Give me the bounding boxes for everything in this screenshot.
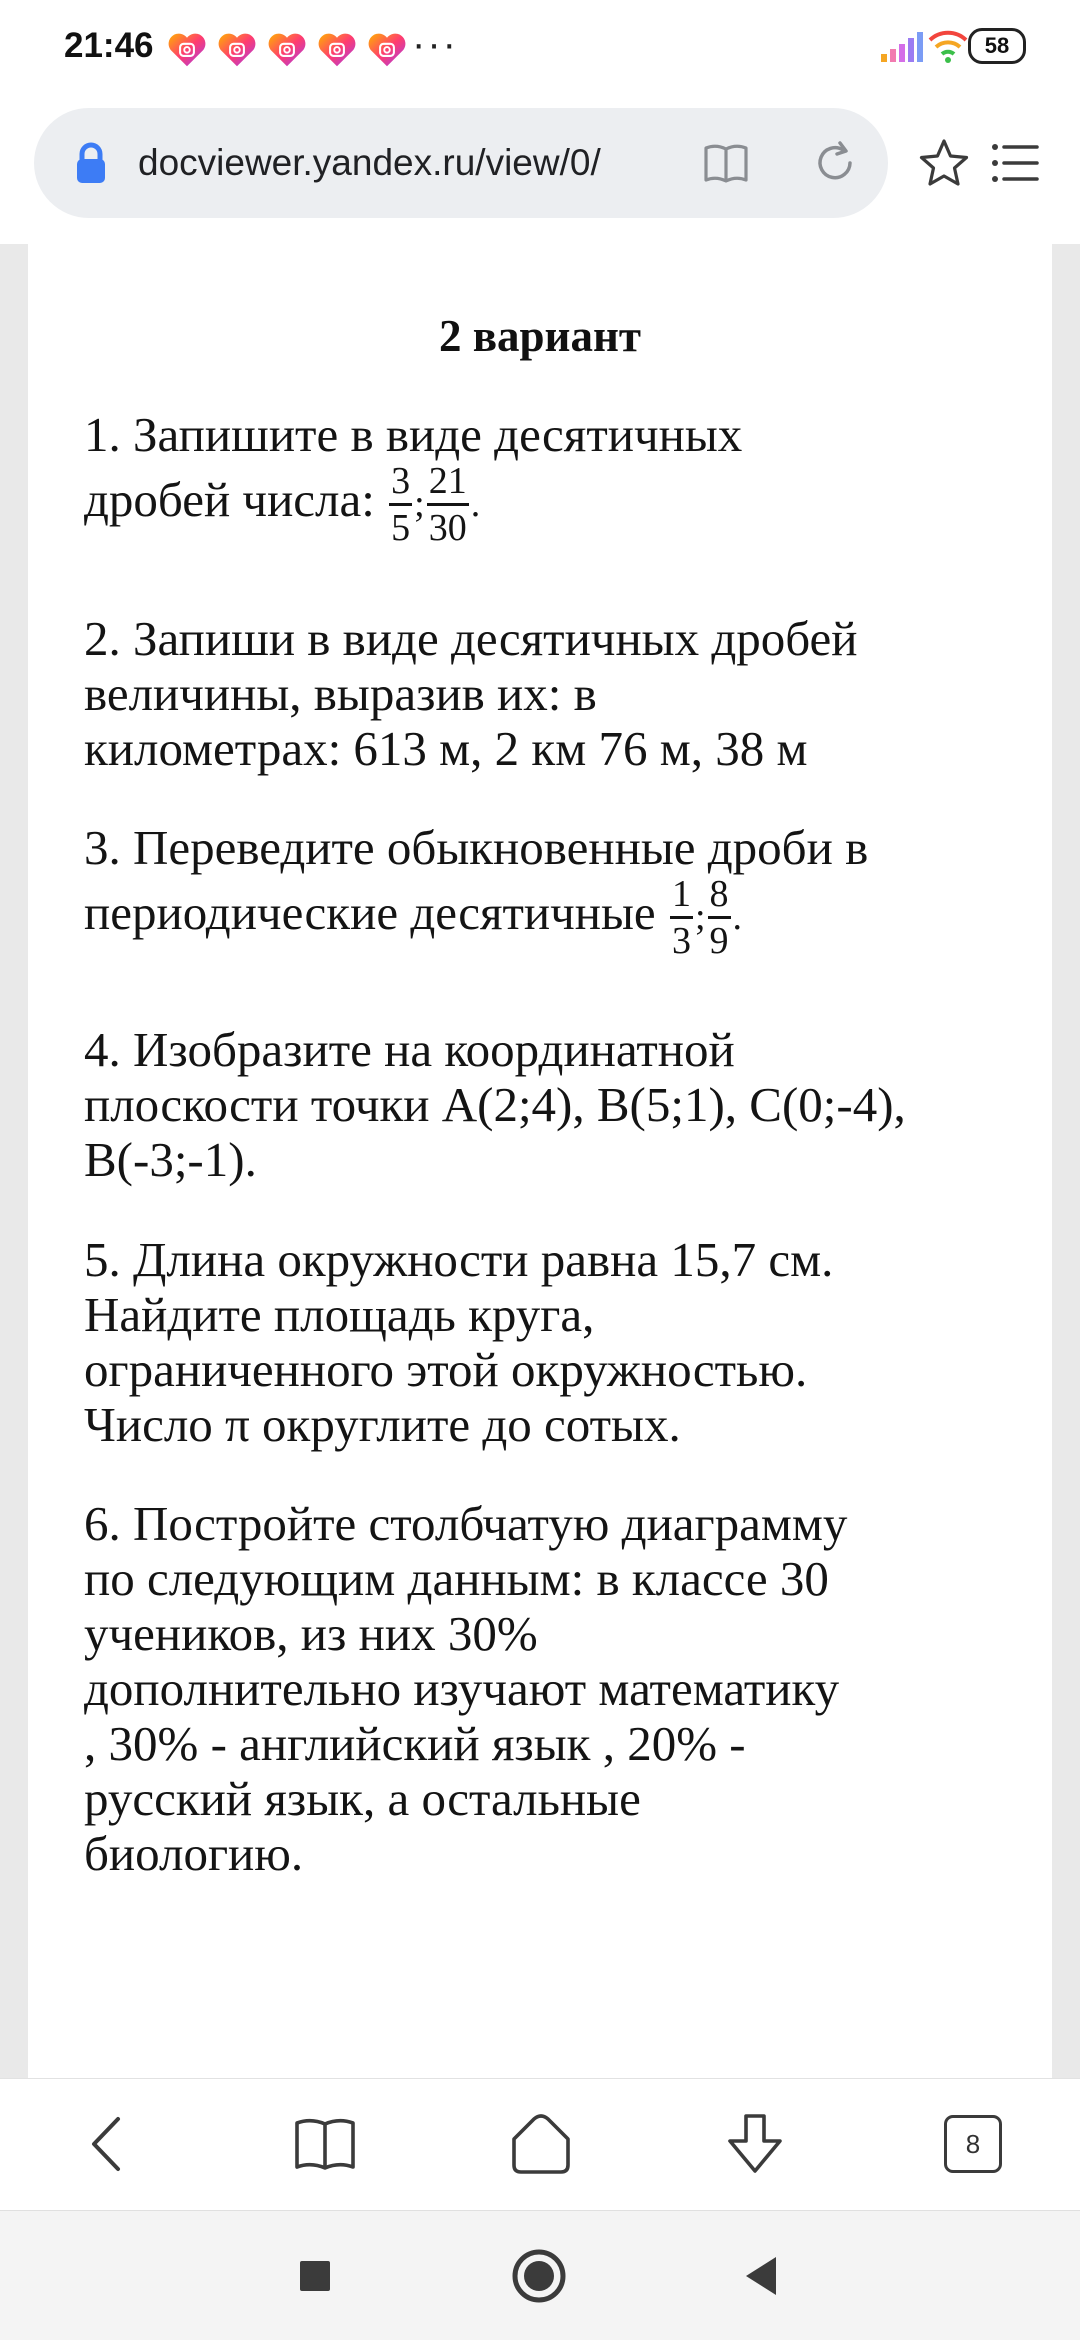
fraction — [389, 462, 412, 547]
task-3 — [84, 820, 1024, 960]
instagram-icon — [366, 30, 408, 68]
url-text[interactable]: docviewer.yandex.ru/view/0/ — [138, 142, 601, 183]
more-notifications-icon: ··· — [412, 22, 458, 66]
fraction-denominator: 5 — [391, 507, 411, 549]
back-arrow-icon[interactable] — [74, 2111, 140, 2177]
instagram-icon — [266, 30, 308, 68]
home-circle-icon[interactable] — [510, 2247, 568, 2305]
fraction-denominator: 9 — [709, 920, 729, 962]
status-time: 21:46 — [64, 26, 154, 65]
fraction — [427, 462, 469, 547]
book-icon[interactable] — [292, 2111, 358, 2177]
fraction-denominator: 3 — [671, 920, 691, 962]
notification-icons — [166, 30, 408, 68]
task-text: дробей числа: — [84, 471, 375, 527]
task-line — [84, 875, 1024, 960]
menu-icon[interactable] — [990, 140, 1040, 186]
back-triangle-icon[interactable] — [734, 2247, 792, 2305]
task-line: Число π округлите до сотых. — [84, 1397, 681, 1452]
task-4 — [84, 1022, 1024, 1187]
lock-icon — [74, 142, 108, 184]
task-line: , 30% - английский язык , 20% - — [84, 1716, 746, 1771]
battery-indicator — [968, 28, 1026, 64]
task-line: 4. Изобразите на координатной — [84, 1022, 735, 1077]
task-line — [84, 462, 1024, 547]
task-line: дополнительно изучают математику — [84, 1661, 840, 1716]
fraction-numerator: 1 — [670, 875, 693, 919]
task-line: В(-3;-1). — [84, 1132, 257, 1187]
fraction-numerator: 21 — [427, 462, 469, 506]
task-text: периодические десятичные — [84, 884, 656, 940]
task-line: русский язык, а остальные — [84, 1771, 641, 1826]
task-line: 3. Переведите обыкновенные дроби в — [84, 820, 869, 875]
reload-icon[interactable] — [812, 140, 858, 186]
fraction-numerator: 3 — [389, 462, 412, 506]
battery-level: 58 — [984, 33, 1010, 58]
browser-toolbar — [0, 2078, 1080, 2210]
address-bar[interactable] — [34, 108, 888, 218]
download-icon[interactable] — [722, 2111, 788, 2177]
tabs-icon[interactable]: 8 — [944, 2115, 1002, 2173]
instagram-icon — [166, 30, 208, 68]
wifi-icon — [928, 28, 968, 64]
reader-mode-icon[interactable] — [702, 140, 750, 186]
task-line: 5. Длина окружности равна 15,7 см. — [84, 1232, 834, 1287]
recents-square-icon[interactable] — [286, 2247, 344, 2305]
fraction-denominator: 30 — [428, 507, 467, 549]
home-icon[interactable] — [508, 2111, 574, 2177]
task-line: 6. Постройте столбчатую диаграмму — [84, 1496, 848, 1551]
task-line: по следующим данным: в классе 30 — [84, 1551, 829, 1606]
system-nav-bar — [0, 2210, 1080, 2340]
task-line: ограниченного этой окружностью. — [84, 1342, 808, 1397]
task-2 — [84, 611, 1024, 776]
bookmark-star-icon[interactable] — [918, 138, 970, 188]
task-line: учеников, из них 30% — [84, 1606, 538, 1661]
task-line: 1. Запишите в виде десятичных — [84, 407, 743, 462]
instagram-icon — [216, 30, 258, 68]
task-5 — [84, 1232, 1024, 1452]
task-line: Найдите площадь круга, — [84, 1287, 595, 1342]
task-line: плоскости точки А(2;4), В(5;1), С(0;-4), — [84, 1077, 906, 1132]
task-line: 2. Запиши в виде десятичных дробей — [84, 611, 858, 666]
fraction-separator: ; — [694, 895, 706, 938]
document-title: 2 вариант — [438, 311, 642, 361]
fraction-numerator: 8 — [708, 875, 731, 919]
sentence-end: . — [732, 895, 742, 938]
fraction — [670, 875, 693, 960]
task-line: километрах: 613 м, 2 км 76 м, 38 м — [84, 721, 808, 776]
status-bar — [0, 0, 1080, 96]
task-line: биологию. — [84, 1826, 304, 1881]
signal-icon — [880, 30, 926, 64]
task-line: величины, выразив их: в — [84, 666, 597, 721]
instagram-icon — [316, 30, 358, 68]
sentence-end: . — [470, 482, 481, 525]
fraction — [708, 875, 731, 960]
fraction-separator: ; — [414, 482, 425, 525]
task-6 — [84, 1496, 1024, 1881]
task-1 — [84, 407, 1024, 547]
